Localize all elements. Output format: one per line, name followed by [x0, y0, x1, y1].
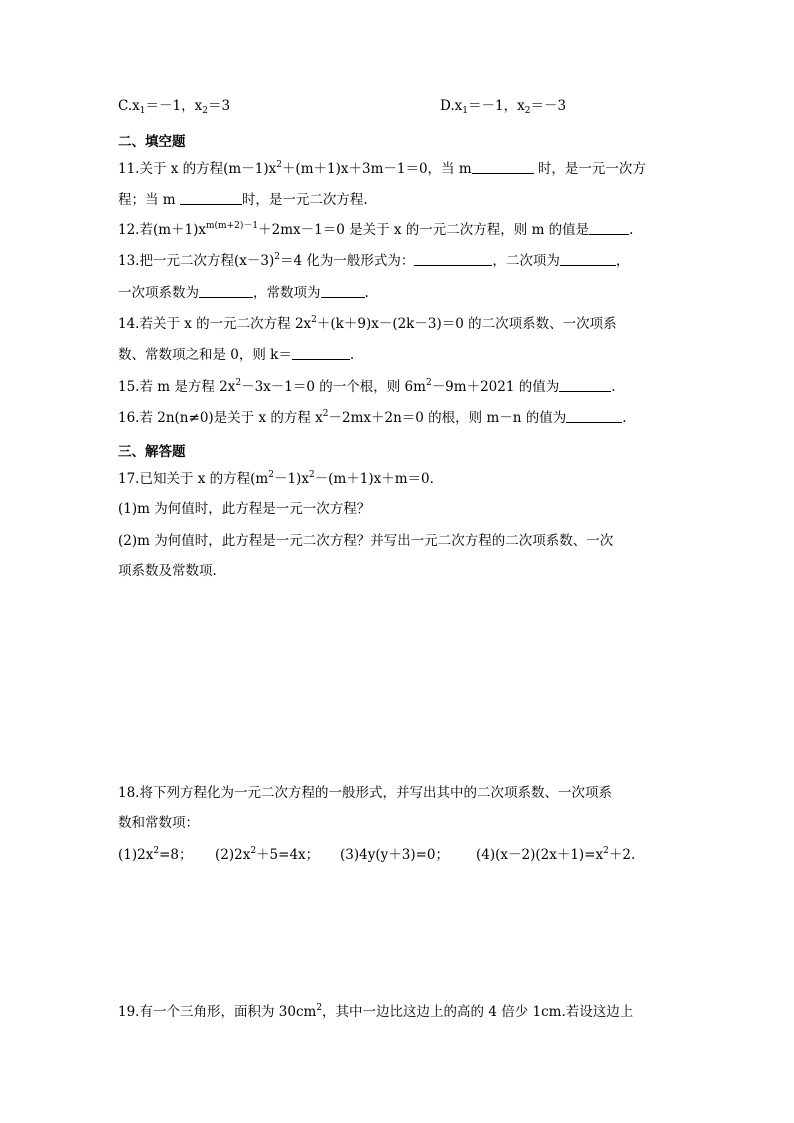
question-18-part-2: $(2)2x^2+5=4x$； [215, 846, 320, 863]
question-16: 16.若 2n(n≠0)是关于 x 的方程 $x^2-2mx+2n=0$ 的根，则 m－n 的值为 . [118, 409, 627, 426]
answer-blank [180, 190, 242, 205]
answer-blank [589, 220, 629, 235]
answer-blank [199, 283, 253, 298]
question-17-part-2: (2)m 为何值时，此方程是一元二次方程？并写出一元二次方程的二次项系数、一次 [118, 533, 614, 549]
question-14-line-1: 14.若关于 x 的一元二次方程 $2x^2+(k+9)x-(2k-3)=0$ 的二次项系数、一次项系 [118, 315, 617, 332]
question-13-line-1: 13.把一元二次方程$(x-3)^2=4$ 化为一般形式为： ，二次项为 ， [118, 252, 630, 269]
question-11-line-1: 11.关于 x 的方程$(m-1)x^2+(m+1)x+3m-1=0$，当 m 时，是一元一次方 [118, 160, 646, 177]
answer-blank [321, 283, 365, 298]
question-17-part-2-cont: 项系数及常数项. [118, 563, 217, 579]
question-18-parts [118, 845, 708, 865]
option-c: $C.x_1=-1$，$x_2=3$ [118, 98, 231, 116]
question-15: 15.若 m 是方程 $2x^2-3x-1=0$ 的一个根，则 $6m^2-9m+2021$ 的值为 . [118, 378, 616, 395]
question-17-part-1: (1)m 为何值时，此方程是一元一次方程？ [118, 501, 371, 517]
section-heading-fill-in: 二、填空题 [118, 134, 186, 150]
question-19: 19.有一个三角形，面积为 $30cm^2$，其中一边比这边上的高的 4 倍少 1cm.若设这边上 [118, 1003, 634, 1020]
answer-blank [472, 159, 534, 174]
question-18-part-3: (3)4y(y＋3)=0； [340, 847, 449, 863]
question-11-line-2: 程；当 m 时，是一元二次方程. [118, 192, 368, 208]
question-18-part-1: $(1)2x^2=8$； [118, 846, 193, 863]
question-12: 12.若$(m+1)x^{m(m+2)-1}+2mx-1=0$ 是关于 x 的一元二次方程，则 m 的值是 . [118, 221, 634, 238]
question-14-line-2: 数、常数项之和是 0，则 k＝ . [118, 347, 355, 363]
answer-blank [292, 345, 350, 360]
section-heading-solve: 三、解答题 [118, 444, 186, 460]
question-18-part-4: $(4)(x-2)(2x+1)=x^2+2$. [476, 846, 636, 863]
options-row [118, 96, 708, 116]
answer-blank [559, 377, 611, 392]
answer-blank [560, 251, 616, 266]
question-13-line-2: 一次项系数为 ，常数项为 . [118, 285, 369, 301]
question-18-line-1: 18.将下列方程化为一元二次方程的一般形式，并写出其中的二次项系数、一次项系 [118, 785, 612, 801]
answer-blank [566, 408, 622, 423]
option-d: $D.x_1=-1$，$x_2=-3$ [440, 98, 567, 116]
question-18-line-2: 数和常数项： [118, 815, 199, 831]
question-17-line-1: 17.已知关于 x 的方程$(m^2-1)x^2-(m+1)x+m=0$. [118, 470, 434, 487]
answer-blank [414, 251, 492, 266]
